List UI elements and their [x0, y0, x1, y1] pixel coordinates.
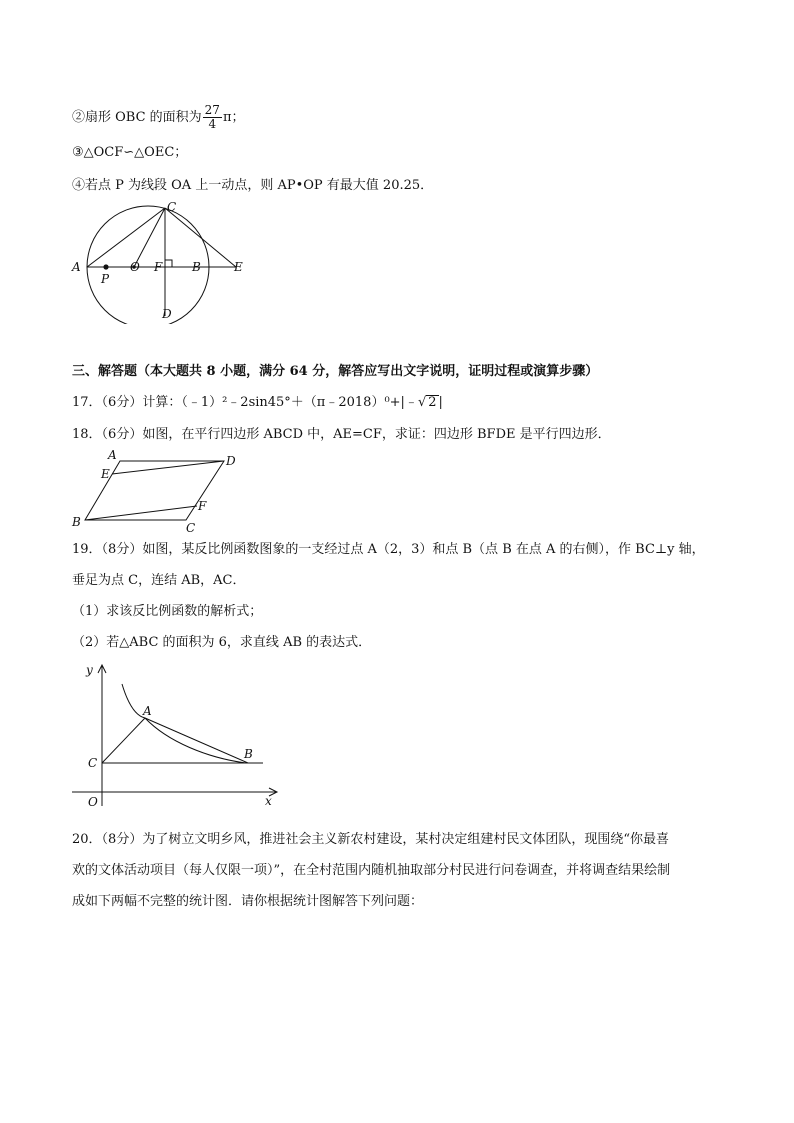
- statement-2-prefix: ②扇形 OBC 的面积为: [72, 110, 202, 125]
- segment-AB: [145, 718, 248, 763]
- label-B: B: [192, 260, 201, 274]
- label-E: E: [234, 260, 243, 274]
- label-A: A: [108, 448, 117, 462]
- segment-CA: [102, 718, 145, 763]
- label-y: y: [86, 663, 93, 677]
- question-19-line-2: 垂足为点 C，连结 AB，AC．: [72, 573, 246, 588]
- parallelogram-figure: [68, 448, 248, 534]
- label-B: B: [244, 747, 253, 761]
- question-17: [72, 394, 443, 412]
- point-P-dot: [103, 264, 108, 269]
- radius-OC: [134, 208, 165, 267]
- label-O: O: [130, 260, 140, 274]
- label-B: B: [72, 515, 81, 529]
- statement-4: ④若点 P 为线段 OA 上一动点，则 AP•OP 有最大值 20.25．: [72, 178, 434, 193]
- sqrt-sign: √: [417, 395, 427, 410]
- question-19-part-1: （1）求该反比例函数的解析式；: [72, 604, 263, 619]
- question-20-line-1: 20．（8分）为了树立文明乡风，推进社会主义新农村建设，某村决定组建村民文体团队，现围绕“你最喜: [72, 832, 669, 847]
- question-20-line-2: 欢的文体活动项目（每人仅限一项）”，在全村范围内随机抽取部分村民进行问卷调查，并将调查结果绘制: [72, 863, 671, 878]
- circle-tangent-figure: [68, 198, 258, 324]
- label-E: E: [101, 467, 110, 481]
- statement-3: ③△OCF∽△OEC；: [72, 145, 188, 160]
- question-19-part-2: （2）若△ABC 的面积为 6，求直线 AB 的表达式．: [72, 635, 372, 650]
- chord-AC: [87, 208, 165, 267]
- statement-2: [72, 104, 245, 131]
- inverse-function-figure: [68, 658, 283, 810]
- question-19-line-1: 19．（8分）如图，某反比例函数图象的一支经过点 A（2，3）和点 B（点 B 在点 A 的右侧），作 BC⊥y 轴，: [72, 542, 705, 557]
- label-A: A: [72, 260, 81, 274]
- question-20-line-3: 成如下两幅不完整的统计图．请你根据统计图解答下列问题：: [72, 894, 424, 909]
- segment-BF: [85, 506, 197, 520]
- statement-2-suffix: π；: [222, 110, 245, 125]
- label-x: x: [265, 794, 272, 808]
- tangent-CE: [165, 208, 236, 267]
- fraction-27-over-4: [203, 104, 222, 131]
- label-C: C: [186, 521, 196, 534]
- label-O: O: [88, 795, 98, 809]
- abs-close: |: [438, 395, 443, 410]
- right-angle-mark: [165, 260, 172, 267]
- label-C: C: [167, 200, 177, 214]
- label-C: C: [88, 756, 98, 770]
- label-A: A: [143, 704, 152, 718]
- label-D: D: [162, 307, 172, 321]
- hyperbola-curve: [122, 684, 246, 763]
- question-17-text: 17．（6分）计算：（﹣1）²﹣2sin45°＋（π﹣2018）⁰+|﹣: [72, 395, 418, 410]
- fraction-numerator: 27: [204, 103, 220, 117]
- label-P: P: [101, 272, 110, 286]
- question-18: 18．（6分）如图，在平行四边形 ABCD 中，AE=CF，求证：四边形 BFDE 是平行四边形．: [72, 427, 611, 442]
- label-F: F: [154, 260, 163, 274]
- label-D: D: [226, 454, 236, 468]
- section-3-heading: 三、解答题（本大题共 8 小题，满分 64 分，解答应写出文字说明，证明过程或演算步骤）: [72, 364, 599, 379]
- fraction-denominator: 4: [208, 117, 217, 131]
- label-F: F: [198, 499, 207, 513]
- sqrt-radicand: 2: [428, 395, 437, 410]
- segment-ED: [112, 461, 224, 474]
